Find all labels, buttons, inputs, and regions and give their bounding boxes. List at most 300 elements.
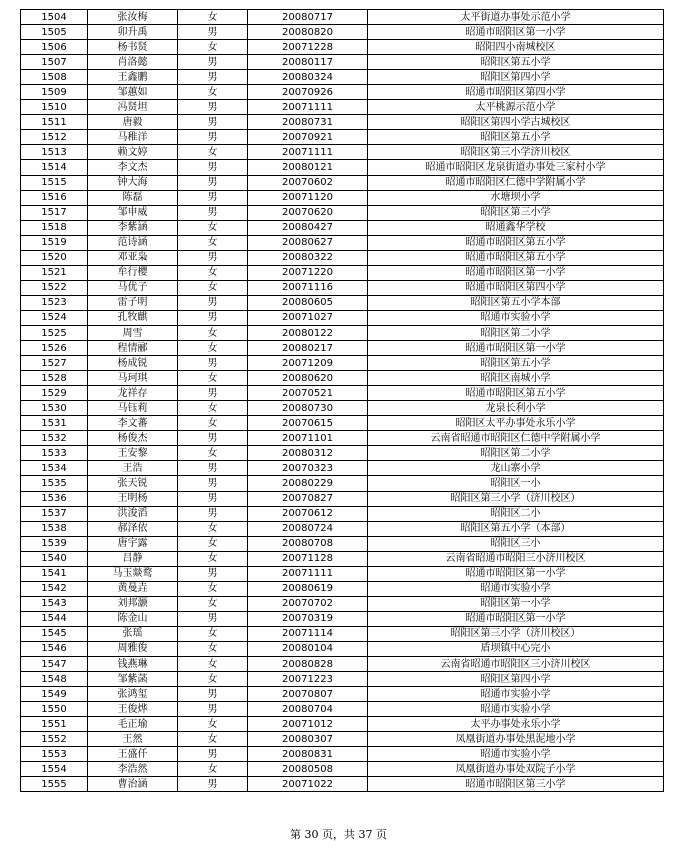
cell-school: 昭阳区南城小学 — [368, 371, 664, 386]
cell-school: 昭阳区第一小学 — [368, 596, 664, 611]
cell-name: 杨成锐 — [88, 356, 178, 371]
cell-name: 王俊烨 — [88, 702, 178, 717]
table-row — [21, 551, 664, 566]
cell-name: 邹紫菡 — [88, 672, 178, 687]
cell-number: 1551 — [21, 717, 88, 732]
cell-gender: 女 — [178, 235, 248, 250]
cell-name: 冯贤坦 — [88, 100, 178, 115]
cell-number: 1554 — [21, 762, 88, 777]
table-row — [21, 566, 664, 581]
cell-gender: 女 — [178, 416, 248, 431]
cell-name: 赖文婷 — [88, 145, 178, 160]
table-row — [21, 702, 664, 717]
cell-birthdate: 20071022 — [248, 777, 368, 792]
cell-number: 1517 — [21, 205, 88, 220]
cell-number: 1518 — [21, 220, 88, 235]
cell-gender: 女 — [178, 581, 248, 596]
cell-number: 1552 — [21, 732, 88, 747]
cell-number: 1542 — [21, 581, 88, 596]
cell-school: 凤凰街道办事处双院子小学 — [368, 762, 664, 777]
cell-birthdate: 20071111 — [248, 100, 368, 115]
cell-gender: 男 — [178, 295, 248, 310]
table-row — [21, 506, 664, 521]
cell-number: 1520 — [21, 250, 88, 265]
cell-birthdate: 20080708 — [248, 536, 368, 551]
cell-name: 曹治涵 — [88, 777, 178, 792]
cell-school: 昭阳区第二小学 — [368, 325, 664, 340]
cell-birthdate: 20070319 — [248, 611, 368, 626]
cell-number: 1536 — [21, 491, 88, 506]
cell-gender: 女 — [178, 596, 248, 611]
cell-birthdate: 20070702 — [248, 596, 368, 611]
cell-gender: 男 — [178, 777, 248, 792]
cell-school: 昭阳区太平办事处永乐小学 — [368, 416, 664, 431]
cell-school: 昭阳区一小 — [368, 476, 664, 491]
cell-name: 马稚洋 — [88, 130, 178, 145]
cell-school: 云南省昭通市昭阳区三小济川校区 — [368, 657, 664, 672]
cell-gender: 男 — [178, 55, 248, 70]
cell-gender: 男 — [178, 687, 248, 702]
cell-birthdate: 20080831 — [248, 747, 368, 762]
cell-name: 郝泽依 — [88, 521, 178, 536]
cell-name: 王明杨 — [88, 491, 178, 506]
cell-number: 1507 — [21, 55, 88, 70]
cell-birthdate: 20071209 — [248, 356, 368, 371]
cell-number: 1543 — [21, 596, 88, 611]
cell-birthdate: 20080117 — [248, 55, 368, 70]
table-row — [21, 250, 664, 265]
cell-name: 马优子 — [88, 280, 178, 295]
cell-gender: 男 — [178, 611, 248, 626]
cell-school: 昭阳区第三小学（济川校区） — [368, 626, 664, 641]
cell-number: 1541 — [21, 566, 88, 581]
cell-school: 昭通市昭阳区第一小学 — [368, 341, 664, 356]
table-row — [21, 10, 664, 25]
cell-birthdate: 20080122 — [248, 325, 368, 340]
cell-birthdate: 20070827 — [248, 491, 368, 506]
cell-number: 1523 — [21, 295, 88, 310]
cell-number: 1521 — [21, 265, 88, 280]
cell-school: 昭阳区第五小学 — [368, 55, 664, 70]
cell-name: 唐宇露 — [88, 536, 178, 551]
cell-gender: 男 — [178, 70, 248, 85]
cell-school: 昭通市昭阳区第一小学 — [368, 566, 664, 581]
cell-birthdate: 20080620 — [248, 371, 368, 386]
cell-school: 昭通市实验小学 — [368, 310, 664, 325]
cell-gender: 女 — [178, 536, 248, 551]
cell-name: 刘邦灏 — [88, 596, 178, 611]
cell-name: 牟行樱 — [88, 265, 178, 280]
cell-number: 1533 — [21, 446, 88, 461]
cell-school: 昭阳区第三小学（济川校区） — [368, 491, 664, 506]
table-row — [21, 641, 664, 656]
cell-birthdate: 20070807 — [248, 687, 368, 702]
cell-birthdate: 20070323 — [248, 461, 368, 476]
cell-school: 昭阳区二小 — [368, 506, 664, 521]
table-row — [21, 777, 664, 792]
table-row — [21, 611, 664, 626]
cell-school: 太平桃源示范小学 — [368, 100, 664, 115]
table-row — [21, 747, 664, 762]
cell-name: 杨书贤 — [88, 40, 178, 55]
cell-number: 1512 — [21, 130, 88, 145]
cell-school: 昭通市实验小学 — [368, 702, 664, 717]
cell-number: 1545 — [21, 626, 88, 641]
cell-number: 1537 — [21, 506, 88, 521]
cell-birthdate: 20080627 — [248, 235, 368, 250]
cell-birthdate: 20071111 — [248, 566, 368, 581]
cell-name: 陈磊 — [88, 190, 178, 205]
cell-birthdate: 20070620 — [248, 205, 368, 220]
cell-name: 洪浚滔 — [88, 506, 178, 521]
cell-birthdate: 20080121 — [248, 160, 368, 175]
cell-gender: 女 — [178, 672, 248, 687]
cell-gender: 男 — [178, 175, 248, 190]
cell-name: 雷子明 — [88, 295, 178, 310]
page-footer: 第 30 页，共 37 页 — [290, 828, 387, 841]
cell-birthdate: 20071012 — [248, 717, 368, 732]
table-row — [21, 280, 664, 295]
cell-school: 昭阳区三小 — [368, 536, 664, 551]
cell-gender: 男 — [178, 386, 248, 401]
table-row — [21, 762, 664, 777]
cell-gender: 女 — [178, 280, 248, 295]
cell-name: 马钰莉 — [88, 401, 178, 416]
cell-birthdate: 20071116 — [248, 280, 368, 295]
table-row — [21, 416, 664, 431]
table-row — [21, 310, 664, 325]
cell-school: 昭阳区第四小学古城校区 — [368, 115, 664, 130]
cell-number: 1544 — [21, 611, 88, 626]
cell-birthdate: 20071223 — [248, 672, 368, 687]
student-table-body — [21, 10, 664, 792]
cell-school: 昭阳区第四小学 — [368, 70, 664, 85]
cell-birthdate: 20080307 — [248, 732, 368, 747]
cell-school: 盾坝镇中心完小 — [368, 641, 664, 656]
cell-name: 王盛仟 — [88, 747, 178, 762]
cell-number: 1546 — [21, 641, 88, 656]
cell-gender: 女 — [178, 325, 248, 340]
cell-birthdate: 20070602 — [248, 175, 368, 190]
table-row — [21, 295, 664, 310]
cell-number: 1524 — [21, 310, 88, 325]
cell-number: 1515 — [21, 175, 88, 190]
cell-number: 1527 — [21, 356, 88, 371]
cell-birthdate: 20070926 — [248, 85, 368, 100]
table-row — [21, 386, 664, 401]
cell-name: 邹申威 — [88, 205, 178, 220]
cell-school: 龙泉长利小学 — [368, 401, 664, 416]
cell-gender: 男 — [178, 205, 248, 220]
cell-birthdate: 20080704 — [248, 702, 368, 717]
cell-number: 1526 — [21, 341, 88, 356]
cell-name: 肖洛懿 — [88, 55, 178, 70]
cell-name: 毛正瑜 — [88, 717, 178, 732]
table-row — [21, 25, 664, 40]
table-row — [21, 115, 664, 130]
table-row — [21, 596, 664, 611]
cell-number: 1548 — [21, 672, 88, 687]
table-row — [21, 85, 664, 100]
cell-gender: 男 — [178, 431, 248, 446]
cell-birthdate: 20071228 — [248, 40, 368, 55]
cell-name: 吕静 — [88, 551, 178, 566]
cell-birthdate: 20080322 — [248, 250, 368, 265]
cell-birthdate: 20080217 — [248, 341, 368, 356]
cell-gender: 女 — [178, 732, 248, 747]
table-row — [21, 461, 664, 476]
cell-birthdate: 20071101 — [248, 431, 368, 446]
cell-number: 1550 — [21, 702, 88, 717]
cell-gender: 女 — [178, 641, 248, 656]
cell-birthdate: 20080717 — [248, 10, 368, 25]
table-row — [21, 581, 664, 596]
cell-number: 1519 — [21, 235, 88, 250]
table-row — [21, 145, 664, 160]
cell-name: 龙祥存 — [88, 386, 178, 401]
cell-gender: 女 — [178, 265, 248, 280]
cell-gender: 女 — [178, 762, 248, 777]
cell-birthdate: 20080619 — [248, 581, 368, 596]
cell-birthdate: 20071114 — [248, 626, 368, 641]
cell-name: 张汝梅 — [88, 10, 178, 25]
cell-birthdate: 20080724 — [248, 521, 368, 536]
cell-gender: 男 — [178, 476, 248, 491]
table-row — [21, 626, 664, 641]
cell-gender: 女 — [178, 40, 248, 55]
cell-school: 昭通市昭阳区第四小学 — [368, 280, 664, 295]
table-row — [21, 521, 664, 536]
cell-number: 1535 — [21, 476, 88, 491]
cell-name: 马珂琪 — [88, 371, 178, 386]
cell-birthdate: 20080820 — [248, 25, 368, 40]
cell-name: 王鑫鹏 — [88, 70, 178, 85]
cell-name: 范诗涵 — [88, 235, 178, 250]
cell-name: 唐毅 — [88, 115, 178, 130]
cell-school: 昭阳区第三小学 — [368, 205, 664, 220]
cell-school: 昭阳区第四小学 — [368, 672, 664, 687]
cell-school: 太平街道办事处示范小学 — [368, 10, 664, 25]
cell-gender: 女 — [178, 145, 248, 160]
table-row — [21, 356, 664, 371]
cell-number: 1513 — [21, 145, 88, 160]
cell-name: 李紫涵 — [88, 220, 178, 235]
cell-school: 昭通市昭阳区第一小学 — [368, 611, 664, 626]
cell-name: 王浩 — [88, 461, 178, 476]
cell-gender: 男 — [178, 566, 248, 581]
cell-birthdate: 20070615 — [248, 416, 368, 431]
cell-school: 水塘坝小学 — [368, 190, 664, 205]
table-row — [21, 717, 664, 732]
table-row — [21, 175, 664, 190]
table-row — [21, 732, 664, 747]
table-row — [21, 220, 664, 235]
cell-school: 昭通市实验小学 — [368, 747, 664, 762]
cell-school: 昭通市昭阳区第一小学 — [368, 265, 664, 280]
cell-name: 王然 — [88, 732, 178, 747]
cell-number: 1509 — [21, 85, 88, 100]
cell-name: 杨俊杰 — [88, 431, 178, 446]
table-row — [21, 325, 664, 340]
cell-birthdate: 20070521 — [248, 386, 368, 401]
cell-gender: 男 — [178, 100, 248, 115]
cell-birthdate: 20080427 — [248, 220, 368, 235]
cell-number: 1549 — [21, 687, 88, 702]
cell-birthdate: 20080731 — [248, 115, 368, 130]
cell-number: 1534 — [21, 461, 88, 476]
cell-birthdate: 20071128 — [248, 551, 368, 566]
cell-name: 周雅俊 — [88, 641, 178, 656]
cell-number: 1508 — [21, 70, 88, 85]
cell-birthdate: 20070921 — [248, 130, 368, 145]
cell-birthdate: 20071111 — [248, 145, 368, 160]
cell-gender: 男 — [178, 461, 248, 476]
cell-birthdate: 20080104 — [248, 641, 368, 656]
cell-birthdate: 20080324 — [248, 70, 368, 85]
cell-name: 王安黎 — [88, 446, 178, 461]
table-row — [21, 371, 664, 386]
table-row — [21, 235, 664, 250]
cell-number: 1555 — [21, 777, 88, 792]
cell-school: 昭阳区第二小学 — [368, 446, 664, 461]
cell-gender: 男 — [178, 747, 248, 762]
cell-number: 1529 — [21, 386, 88, 401]
cell-gender: 女 — [178, 371, 248, 386]
cell-gender: 男 — [178, 250, 248, 265]
cell-number: 1516 — [21, 190, 88, 205]
cell-school: 昭通市昭阳区第五小学 — [368, 386, 664, 401]
table-row — [21, 205, 664, 220]
cell-name: 黄曼垚 — [88, 581, 178, 596]
cell-gender: 男 — [178, 310, 248, 325]
cell-birthdate: 20080312 — [248, 446, 368, 461]
cell-gender: 女 — [178, 220, 248, 235]
cell-number: 1504 — [21, 10, 88, 25]
cell-gender: 女 — [178, 657, 248, 672]
table-row — [21, 190, 664, 205]
cell-name: 张天锐 — [88, 476, 178, 491]
cell-name: 张瑶 — [88, 626, 178, 641]
cell-name: 李文杰 — [88, 160, 178, 175]
cell-gender: 男 — [178, 130, 248, 145]
cell-name: 孔牧麒 — [88, 310, 178, 325]
table-row — [21, 70, 664, 85]
cell-number: 1505 — [21, 25, 88, 40]
cell-school: 昭阳四小南城校区 — [368, 40, 664, 55]
cell-number: 1528 — [21, 371, 88, 386]
table-row — [21, 100, 664, 115]
cell-gender: 男 — [178, 506, 248, 521]
cell-school: 云南省昭通市昭阳三小济川校区 — [368, 551, 664, 566]
cell-number: 1514 — [21, 160, 88, 175]
table-row — [21, 40, 664, 55]
table-row — [21, 687, 664, 702]
cell-name: 张鸿玺 — [88, 687, 178, 702]
cell-gender: 女 — [178, 401, 248, 416]
cell-school: 云南省昭通市昭阳区仁德中学附属小学 — [368, 431, 664, 446]
cell-school: 昭通市实验小学 — [368, 581, 664, 596]
cell-birthdate: 20080828 — [248, 657, 368, 672]
cell-number: 1540 — [21, 551, 88, 566]
cell-name: 卯升禹 — [88, 25, 178, 40]
table-row — [21, 55, 664, 70]
cell-number: 1506 — [21, 40, 88, 55]
table-row — [21, 672, 664, 687]
table-row — [21, 265, 664, 280]
cell-name: 邓亚枭 — [88, 250, 178, 265]
cell-school: 昭阳区第三小学济川校区 — [368, 145, 664, 160]
cell-gender: 男 — [178, 115, 248, 130]
cell-gender: 女 — [178, 521, 248, 536]
cell-name: 李文蕃 — [88, 416, 178, 431]
table-row — [21, 130, 664, 145]
cell-name: 陈金山 — [88, 611, 178, 626]
table-row — [21, 476, 664, 491]
cell-number: 1553 — [21, 747, 88, 762]
cell-school: 昭通市实验小学 — [368, 687, 664, 702]
cell-gender: 女 — [178, 10, 248, 25]
cell-gender: 女 — [178, 341, 248, 356]
cell-gender: 女 — [178, 446, 248, 461]
cell-school: 昭通市昭阳区龙泉街道办事处三家村小学 — [368, 160, 664, 175]
cell-name: 周雪 — [88, 325, 178, 340]
cell-number: 1525 — [21, 325, 88, 340]
cell-number: 1530 — [21, 401, 88, 416]
cell-name: 李浩然 — [88, 762, 178, 777]
cell-school: 昭通市昭阳区第三小学 — [368, 777, 664, 792]
cell-number: 1547 — [21, 657, 88, 672]
cell-school: 昭阳区第五小学 — [368, 356, 664, 371]
cell-gender: 女 — [178, 85, 248, 100]
table-row — [21, 446, 664, 461]
cell-gender: 男 — [178, 25, 248, 40]
cell-birthdate: 20080229 — [248, 476, 368, 491]
cell-number: 1522 — [21, 280, 88, 295]
table-row — [21, 341, 664, 356]
table-row — [21, 491, 664, 506]
cell-name: 程情郦 — [88, 341, 178, 356]
cell-number: 1531 — [21, 416, 88, 431]
table-row — [21, 536, 664, 551]
cell-gender: 男 — [178, 160, 248, 175]
cell-gender: 女 — [178, 551, 248, 566]
cell-number: 1539 — [21, 536, 88, 551]
cell-school: 昭通鑫华学校 — [368, 220, 664, 235]
table-row — [21, 657, 664, 672]
cell-birthdate: 20071120 — [248, 190, 368, 205]
cell-school: 龙山寨小学 — [368, 461, 664, 476]
cell-school: 太平办事处永乐小学 — [368, 717, 664, 732]
cell-gender: 男 — [178, 356, 248, 371]
cell-number: 1538 — [21, 521, 88, 536]
cell-school: 昭通市昭阳区第五小学 — [368, 250, 664, 265]
cell-name: 钟大海 — [88, 175, 178, 190]
cell-gender: 女 — [178, 717, 248, 732]
cell-name: 马玉燚鹜 — [88, 566, 178, 581]
cell-number: 1511 — [21, 115, 88, 130]
cell-birthdate: 20080508 — [248, 762, 368, 777]
cell-school: 昭通市昭阳区第一小学 — [368, 25, 664, 40]
cell-gender: 男 — [178, 491, 248, 506]
cell-gender: 女 — [178, 626, 248, 641]
cell-school: 昭阳区第五小学本部 — [368, 295, 664, 310]
cell-gender: 男 — [178, 190, 248, 205]
cell-birthdate: 20071027 — [248, 310, 368, 325]
cell-school: 昭通市昭阳区仁德中学附属小学 — [368, 175, 664, 190]
student-table — [20, 9, 664, 792]
cell-birthdate: 20080605 — [248, 295, 368, 310]
cell-gender: 男 — [178, 702, 248, 717]
